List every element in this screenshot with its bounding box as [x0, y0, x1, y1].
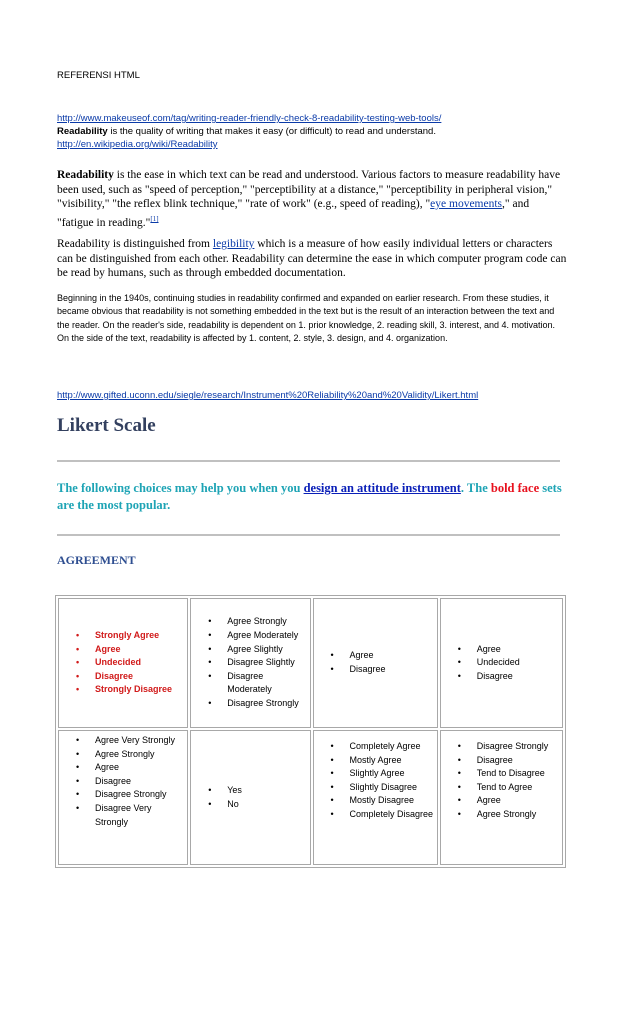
likert-table [55, 595, 566, 868]
list-item: • Mostly Disagree [350, 794, 437, 808]
list-item: • Strongly Agree [95, 629, 185, 643]
table-cell [190, 730, 310, 865]
uconn-likert-link[interactable]: http://www.gifted.uconn.edu/siegle/research/Instrument%20Reliability%20and%20Validity/Likert.html [57, 390, 479, 401]
readability-definition [57, 125, 577, 138]
list-item: • Completely Agree [350, 740, 437, 754]
list-item: • Completely Disagree [350, 808, 437, 822]
agreement-heading: AGREEMENT [57, 553, 136, 567]
list-item: • Mostly Agree [350, 754, 437, 768]
definition-term: Readability [57, 126, 108, 137]
readability-term: Readability [57, 169, 114, 181]
list-item: • No [227, 798, 309, 812]
list-item: • Agree Strongly [95, 748, 185, 762]
makeuseof-link[interactable]: http://www.makeuseof.com/tag/writing-reader-friendly-check-8-readability-testing-web-tools/ [57, 113, 442, 124]
list-item: • Slightly Agree [350, 767, 437, 781]
table-cell [190, 598, 310, 728]
readability-paragraph [57, 168, 567, 230]
divider [57, 534, 560, 536]
list-item: • Disagree [350, 663, 437, 677]
bold-face-text: bold face [490, 481, 540, 495]
table-cell [313, 598, 438, 728]
table-cell [440, 598, 563, 728]
list-item: • Slightly Disagree [350, 781, 437, 795]
footnote-link[interactable]: [1] [150, 214, 159, 223]
list-item: • Agree Slightly [227, 643, 309, 657]
document-header: REFERENSI HTML [57, 70, 140, 81]
list-item: • Agree [477, 794, 562, 808]
scale-list [191, 784, 309, 811]
history-paragraph: Beginning in the 1940s, continuing studies in readability confirmed and expanded on earlier research. From these studies, it became obvious that readability is not something embedded in the text but is the result of an interaction between the text and the reader. On the reader's side, readability is dependent on 1. prior knowledge, 2. reading skill, 3. interest, and 4. motivation. On the side of the text, readability is affected by 1. content, 2. style, 3. design, and 4. organization. [57, 293, 556, 343]
list-item: • Disagree Strongly [227, 697, 309, 711]
list-item: • Undecided [95, 656, 185, 670]
paragraph-text: ," and "fatigue in reading." [57, 198, 530, 229]
list-item: • Disagree [95, 775, 185, 789]
design-instrument-link[interactable]: design an attitude instrument [303, 481, 461, 495]
list-item: • Disagree [477, 670, 562, 684]
choices-intro [57, 480, 567, 514]
table-cell [58, 730, 188, 865]
scale-list [314, 649, 437, 676]
list-item: • Strongly Disagree [95, 683, 185, 697]
scale-list [59, 734, 187, 829]
list-item: • Agree [477, 643, 562, 657]
table-row [58, 730, 563, 865]
intro-text: sets are the most popular. [57, 481, 562, 512]
list-item: • Disagree Moderately [227, 670, 309, 697]
table-row [58, 598, 563, 728]
list-item: • Agree Moderately [227, 629, 309, 643]
intro-text: The following choices may help you when you [57, 481, 304, 495]
paragraph-text: Readability is distinguished from [57, 238, 213, 250]
list-item: • Disagree Strongly [95, 788, 185, 802]
reference-block [57, 112, 577, 151]
list-item: • Agree [350, 649, 437, 663]
legibility-paragraph [57, 237, 567, 281]
likert-title: Likert Scale [57, 415, 156, 436]
intro-text: . The [460, 481, 491, 495]
list-item: • Disagree Strongly [477, 740, 562, 754]
eye-movements-link[interactable]: eye movements [430, 198, 503, 210]
table-cell [313, 730, 438, 865]
table-cell [58, 598, 188, 728]
list-item: • Disagree [477, 754, 562, 768]
scale-list [191, 615, 309, 710]
list-item: • Yes [227, 784, 309, 798]
list-item: • Agree [95, 643, 185, 657]
list-item: • Undecided [477, 656, 562, 670]
paragraph-text: which is a measure of how easily individual letters or characters can be distinguished from each other. Readability can determine the ease in which computer program code can be read by humans, such as through embedded documentation. [57, 238, 567, 279]
list-item: • Disagree [95, 670, 185, 684]
scale-list [314, 740, 437, 822]
legibility-link[interactable]: legibility [212, 238, 255, 250]
list-item: • Agree Strongly [227, 615, 309, 629]
table-cell [440, 730, 563, 865]
list-item: • Agree [95, 761, 185, 775]
scale-list [441, 740, 562, 822]
divider [57, 460, 560, 462]
list-item: • Agree Strongly [477, 808, 562, 822]
paragraph-text: is the ease in which text can be read and understood. Various factors to measure readability have been used, such as "speed of perception," "perceptibility at a distance," "perceptibility in peripheral vision," "visibility," "the reflex blink technique," "rate of work" (e.g., speed of reading), " [57, 169, 561, 210]
list-item: • Tend to Disagree [477, 767, 562, 781]
definition-text: is the quality of writing that makes it easy (or difficult) to read and understand. [107, 126, 436, 137]
list-item: • Disagree Very Strongly [95, 802, 185, 829]
list-item: • Disagree Slightly [227, 656, 309, 670]
list-item: • Tend to Agree [477, 781, 562, 795]
list-item: • Agree Very Strongly [95, 734, 185, 748]
scale-list [441, 643, 562, 684]
scale-list [59, 629, 187, 697]
wikipedia-link[interactable]: http://en.wikipedia.org/wiki/Readability [57, 139, 218, 150]
